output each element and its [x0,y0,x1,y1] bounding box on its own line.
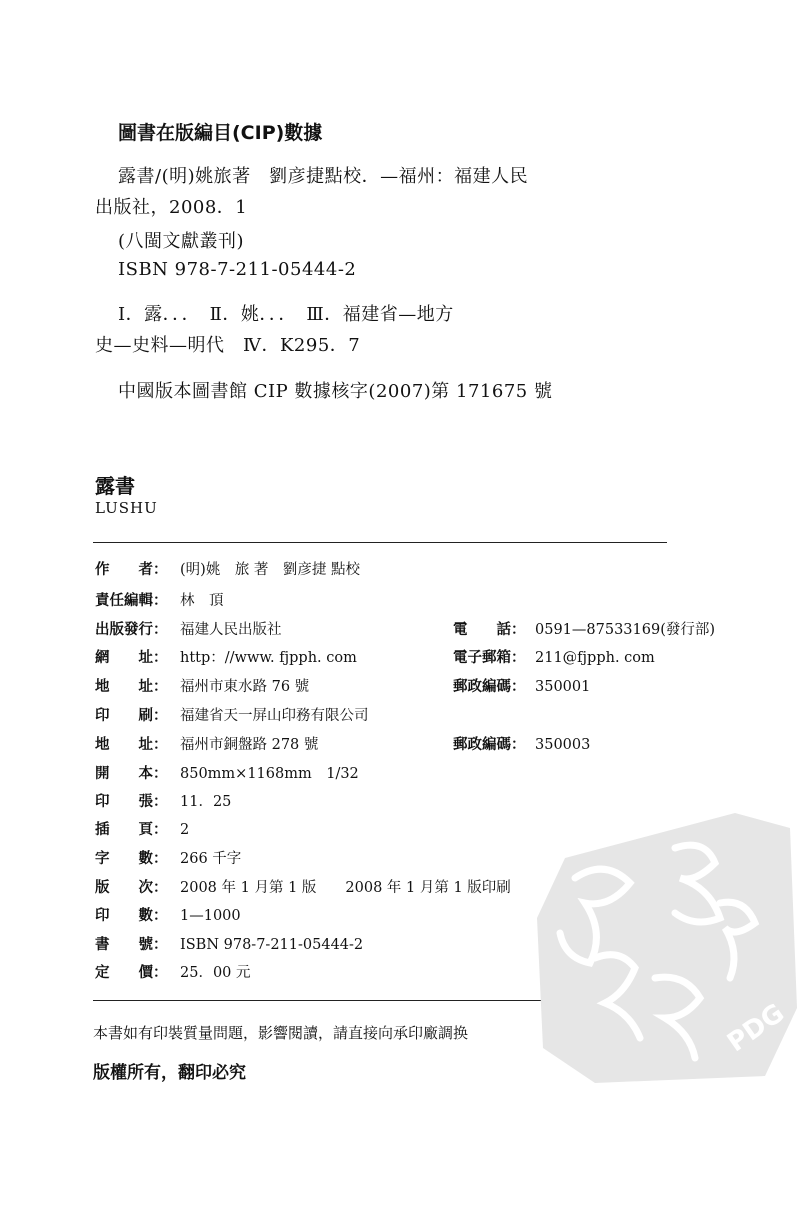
cip-line: 史—史料—明代 Ⅳ．K295．7 [95,335,361,356]
detail-value: 福建省天一屏山印務有限公司 [180,708,369,724]
detail-label: 印 刷： [95,708,168,724]
detail-value-phone: 0591—87533169(發行部) [535,622,716,638]
detail-label-email: 電子郵箱： [453,650,526,666]
cip-line: 出版社，2008．1 [95,197,248,218]
detail-value: 11．25 [180,794,232,810]
detail-value: 266 千字 [180,851,242,867]
detail-label: 版 次： [95,880,168,896]
detail-label-postcode: 郵政編碼： [453,679,526,695]
detail-value: 1—1000 [180,908,241,924]
detail-value: 25．00 元 [180,965,251,981]
detail-label: 印 數： [95,908,168,924]
detail-value: 福建人民出版社 [180,622,282,638]
detail-label: 網 址： [95,650,168,666]
cip-heading: 圖書在版編目(CIP)數據 [118,122,323,144]
watermark-seal-icon [535,808,799,1088]
divider-top [93,542,667,543]
detail-label: 開 本： [95,766,168,782]
book-title: 露書 [95,474,135,498]
detail-label: 印 張： [95,794,168,810]
detail-label: 出版發行： [95,622,168,638]
detail-label-postcode: 郵政編碼： [453,737,526,753]
detail-label: 責任編輯： [95,593,168,609]
detail-value-postcode: 350003 [535,737,591,753]
cip-line: Ⅰ．露．．． Ⅱ．姚．．． Ⅲ．福建省—地方 [118,304,454,325]
copyright-notice: 版權所有，翻印必究 [93,1063,246,1083]
detail-value: (明)姚 旅 著 劉彦捷 點校 [180,562,361,578]
detail-value-email: 211@fjpph. com [535,650,655,666]
book-title-pinyin: LUSHU [95,499,158,517]
detail-value: 福州市東水路 76 號 [180,679,310,695]
detail-value: http：//www. fjpph. com [180,650,357,666]
detail-label: 作 者： [95,562,168,578]
detail-value: 2008 年 1 月第 1 版 2008 年 1 月第 1 版印刷 [180,880,511,896]
detail-label: 地 址： [95,679,168,695]
detail-label: 插 頁： [95,822,168,838]
detail-value: 2 [180,822,190,838]
detail-value: 850mm×1168mm 1/32 [180,766,359,782]
detail-label: 字 數： [95,851,168,867]
cip-line: (八閩文獻叢刊) [118,231,245,252]
detail-value: 林 頂 [180,593,224,609]
watermark-text: PDG [722,998,791,1059]
detail-value: ISBN 978-7-211-05444-2 [180,937,364,953]
quality-notice: 本書如有印裝質量問題，影響閱讀，請直接向承印廠調换 [93,1024,469,1042]
cip-record-number: 中國版本圖書館 CIP 數據核字(2007)第 171675 號 [118,381,553,402]
cip-isbn: ISBN 978-7-211-05444-2 [118,259,357,280]
detail-label: 書 號： [95,937,168,953]
detail-label-phone: 電 話： [453,622,526,638]
cip-line: 露書/(明)姚旅著 劉彦捷點校．—福州：福建人民 [118,166,529,187]
detail-value: 福州市銅盤路 278 號 [180,737,319,753]
detail-value-postcode: 350001 [535,679,591,695]
detail-label: 地 址： [95,737,168,753]
detail-label: 定 價： [95,965,168,981]
